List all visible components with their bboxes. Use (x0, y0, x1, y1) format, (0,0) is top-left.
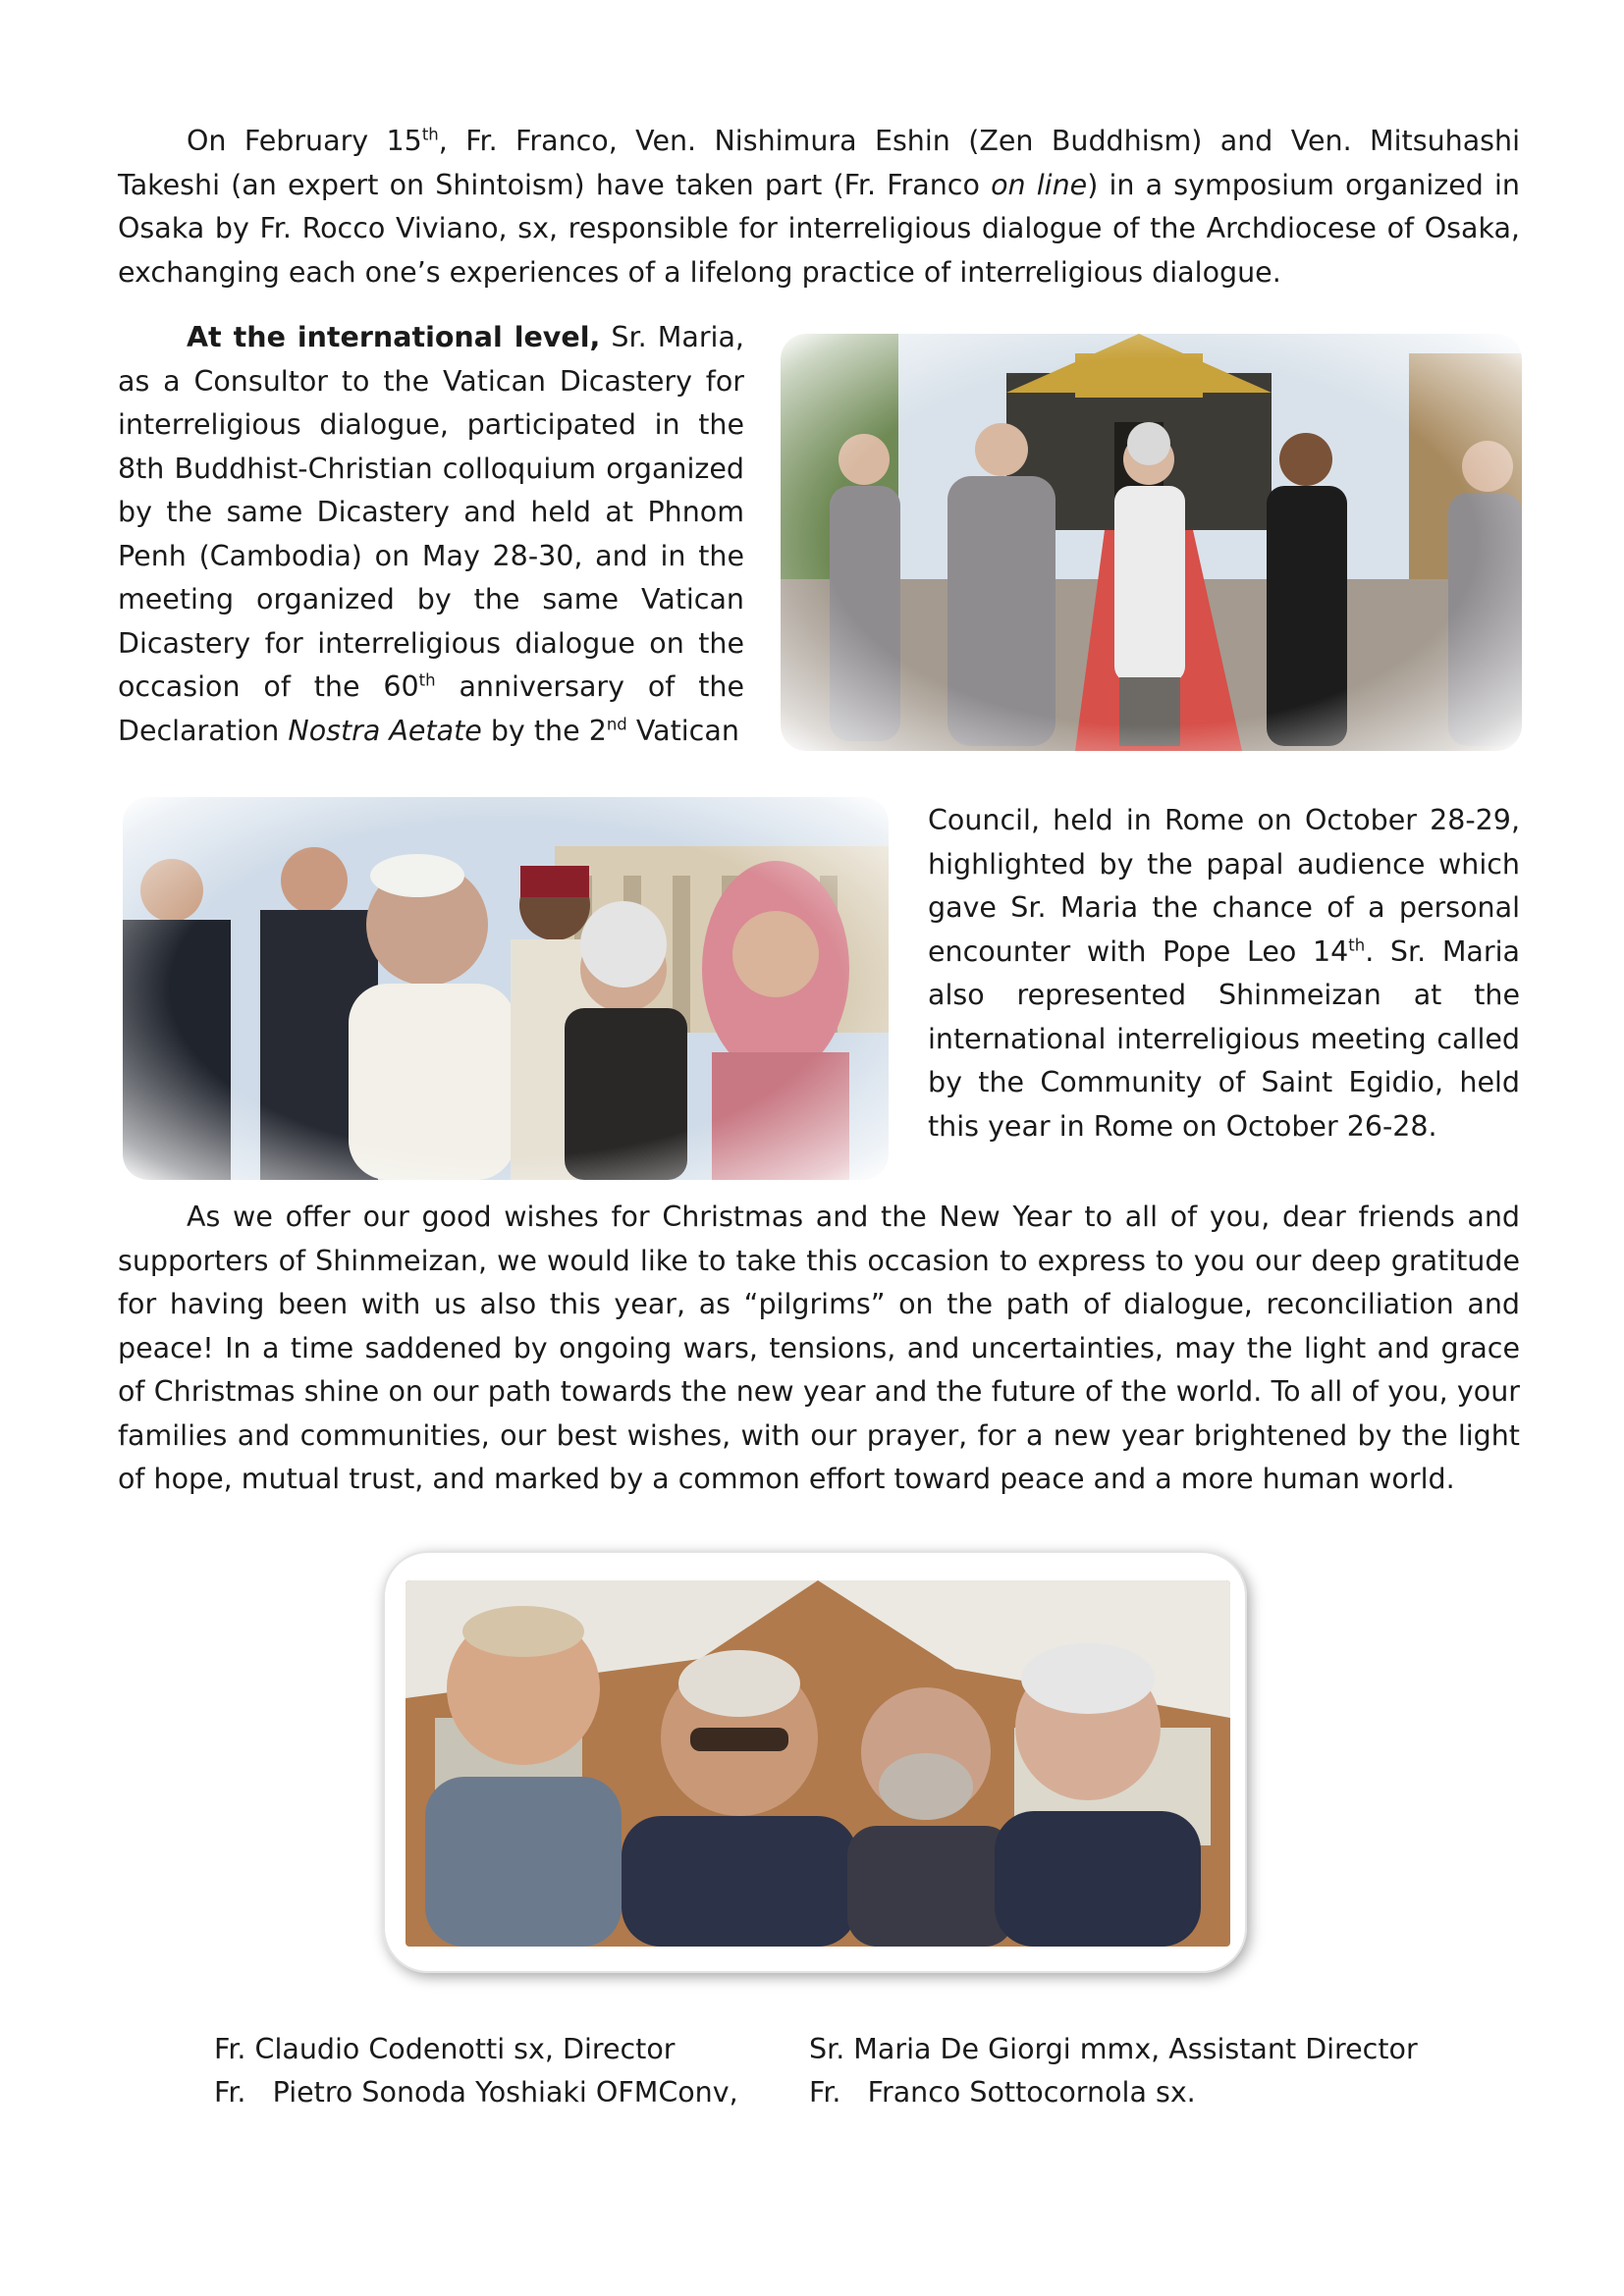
papal-audience-photo-icon (123, 797, 889, 1180)
papal-audience-photo (123, 797, 889, 1180)
signature-franco-sottocornola: Fr. Franco Sottocornola sx. (809, 2076, 1196, 2109)
group-selfie-photo (406, 1580, 1230, 1947)
paragraph-christmas-wishes: As we offer our good wishes for Christmas and the New Year to all of you, dear friends and supporters of Shinmeizan, we would like to take this occasion to express to you our deep gratitude for having been with us also this year, as “pilgrims” on the path of dialogue, reconciliation and peace! In a time saddened by ongoing wars, tensions, and uncertainties, may the light and grace of Christmas shine on our path towards the new year and the future of the world. To all of you, your families and communities, our best wishes, with our prayer, for a new year brightened by the light of hope, mutual trust, and marked by a common effort toward peace and a more human world. (118, 1201, 1520, 1495)
signature-assistant-director: Sr. Maria De Giorgi mmx, Assistant Director (809, 2033, 1418, 2065)
paragraph-rome-council: Council, held in Rome on October 28-29, highlighted by the papal audience which gave Sr. Maria the chance of a personal encounter with Pope Leo 14th. Sr. Maria also represented Shinmeizan at the international interreligious meeting called by the Community of Saint Egidio, held this year in Rome on October 26-28. (928, 804, 1520, 1143)
group-photo-icon (781, 334, 1522, 751)
signature-pietro-sonoda: Fr. Pietro Sonoda Yoshiaki OFMConv, (214, 2076, 738, 2109)
signature-director: Fr. Claudio Codenotti sx, Director (214, 2033, 676, 2065)
paragraph-international-level: At the international level, Sr. Maria, as a Consultor to the Vatican Dicastery for interreligious dialogue, participated in the 8th Buddhist-Christian colloquium organized by the same Dicastery and held at Phnom Penh (Cambodia) on May 28-30, and in the meeting organized by the same Vatican Dicastery for interreligious dialogue on the occasion of the 60th anniversary of the Declaration Nostra Aetate by the 2nd Vatican (118, 321, 744, 747)
phnom-penh-group-photo (781, 334, 1522, 751)
paragraph-symposium: On February 15th, Fr. Franco, Ven. Nishimura Eshin (Zen Buddhism) and Ven. Mitsuhashi Takeshi (an expert on Shintoism) have taken part (Fr. Franco on line) in a symposium organized in Osaka by Fr. Rocco Viviano, sx, responsible for interreligious dialogue of the Archdiocese of Osaka, exchanging each one’s experiences of a lifelong practice of interreligious dialogue. (118, 125, 1520, 289)
group-selfie-photo-icon (406, 1580, 1230, 1947)
